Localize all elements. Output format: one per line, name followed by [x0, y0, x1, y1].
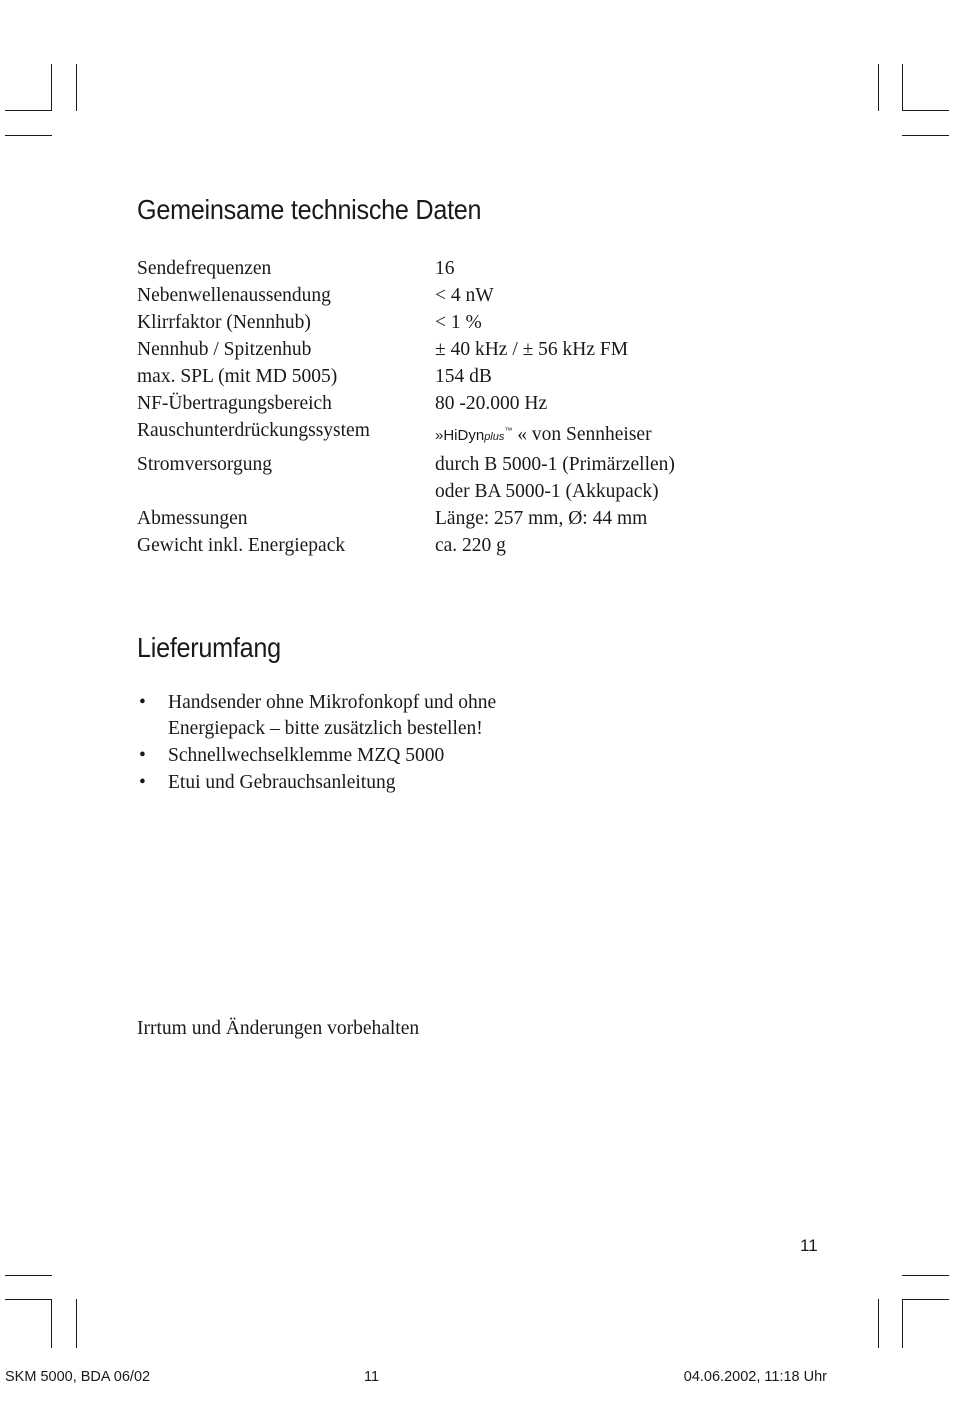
crop-mark [51, 1299, 52, 1348]
spec-label: Sendefrequenzen [137, 258, 272, 279]
spec-row [137, 309, 675, 336]
page-number: 11 [800, 1236, 818, 1255]
section-title-technical-data: Gemeinsame technische Daten [137, 194, 482, 225]
bullet-icon: • [139, 692, 146, 713]
spec-label: Gewicht inkl. Energiepack [137, 535, 346, 556]
spec-value: 16 [435, 258, 455, 279]
spec-row [137, 363, 675, 390]
spec-row [137, 282, 675, 309]
list-item-text: Energiepack – bitte zusätzlich bestellen! [168, 718, 483, 739]
list-item-text: Schnellwechselklemme MZQ 5000 [168, 745, 445, 766]
crop-mark [902, 1299, 903, 1348]
spec-row [137, 532, 675, 559]
crop-mark [878, 1299, 879, 1348]
footer-timestamp: 04.06.2002, 11:18 Uhr [683, 1369, 827, 1385]
crop-mark [902, 1299, 949, 1300]
spec-label: Abmessungen [137, 508, 248, 529]
spec-row [137, 390, 675, 417]
brand-quote-open: » [435, 427, 444, 444]
crop-mark [902, 64, 903, 111]
spec-row [137, 417, 675, 451]
spec-value: < 1 % [435, 312, 482, 333]
spec-value: ca. 220 g [435, 535, 506, 556]
brand-suffix: plus [484, 431, 505, 443]
spec-value: durch B 5000-1 (Primärzellen) [435, 454, 675, 475]
trademark-symbol: ™ [504, 426, 513, 435]
crop-mark [5, 110, 52, 111]
section-title-scope-of-delivery: Lieferumfang [137, 632, 281, 663]
spec-label: Nennhub / Spitzenhub [137, 339, 312, 360]
list-item-text: Etui und Gebrauchsanleitung [168, 772, 396, 793]
footer-document-id: SKM 5000, BDA 06/02 [5, 1369, 151, 1385]
list-item [137, 770, 637, 796]
spec-row [137, 255, 675, 282]
spec-value: 80 -20.000 Hz [435, 393, 548, 414]
list-item [137, 743, 637, 769]
bullet-icon: • [139, 772, 146, 793]
crop-mark [902, 110, 949, 111]
spec-label: Nebenwellenaussendung [137, 285, 331, 306]
spec-value: Länge: 257 mm, Ø: 44 mm [435, 508, 648, 529]
spec-row [137, 451, 675, 478]
spec-row [137, 478, 675, 505]
crop-mark [5, 135, 52, 136]
brand-name: HiDyn [443, 427, 485, 444]
bullet-icon: • [139, 745, 146, 766]
spec-row [137, 505, 675, 532]
crop-mark [902, 1275, 949, 1276]
spec-value: 154 dB [435, 366, 492, 387]
crop-mark [878, 64, 879, 111]
scope-list [137, 690, 637, 797]
spec-label: Rauschunterdrückungssystem [137, 420, 370, 441]
brand-rest: « von Sennheiser [512, 424, 652, 445]
crop-mark [76, 1299, 77, 1348]
spec-table [137, 255, 675, 559]
spec-label: NF-Übertragungsbereich [137, 393, 332, 414]
spec-label-empty [137, 478, 435, 505]
list-item-text: Handsender ohne Mikrofonkopf und ohne [168, 692, 497, 713]
list-item [137, 690, 637, 742]
spec-value [435, 417, 675, 451]
spec-row [137, 336, 675, 363]
spec-value: ± 40 kHz / ± 56 kHz FM [435, 339, 629, 360]
spec-value: oder BA 5000-1 (Akkupack) [435, 481, 659, 502]
spec-value: < 4 nW [435, 285, 494, 306]
crop-mark [5, 1299, 52, 1300]
crop-mark [902, 135, 949, 136]
spec-label: Stromversorgung [137, 454, 273, 475]
footer-page-number: 11 [364, 1369, 380, 1385]
spec-label: max. SPL (mit MD 5005) [137, 366, 338, 387]
crop-mark [51, 64, 52, 111]
disclaimer: Irrtum und Änderungen vorbehalten [137, 1018, 420, 1039]
crop-mark [76, 64, 77, 111]
crop-mark [5, 1275, 52, 1276]
spec-label: Klirrfaktor (Nennhub) [137, 312, 311, 333]
